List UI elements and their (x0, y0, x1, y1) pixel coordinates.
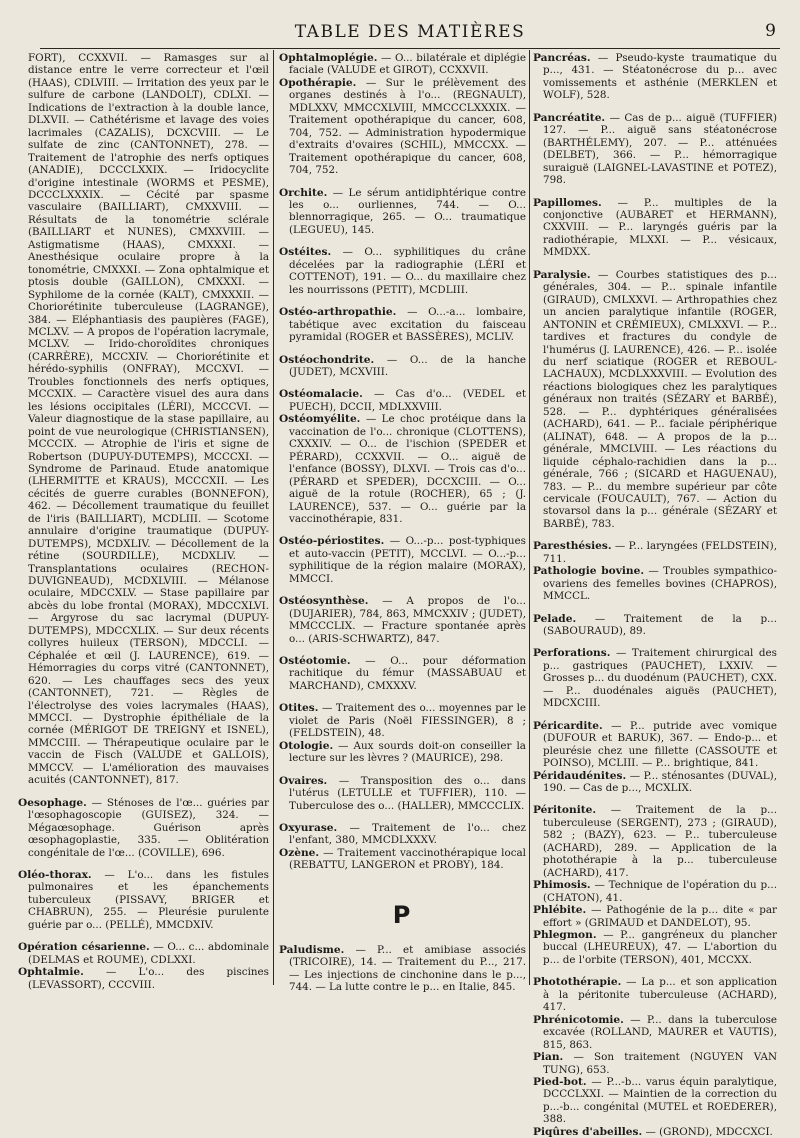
index-term: Ozène. (279, 846, 320, 859)
index-entry (533, 1014, 777, 1051)
index-term: Ostéites. (279, 246, 332, 259)
index-entry-text: — Traitement de l'o... chez l'enfant, 380, MMCDLXXXV. (289, 822, 526, 847)
index-entry (18, 941, 269, 966)
index-term: Phlébite. (533, 904, 587, 917)
index-entry-text: — O...-p... post-typhiques et auto-vaccin (PETIT), MCCLVI. — O...-p... syphilitique de la région malaire (MORAX), MMCCI. (289, 535, 526, 585)
column-divider (529, 50, 530, 985)
index-entry-text: — O... syphilitiques du crâne décelées par la radiographie (LÉRI et COTTENOT), 191. — O... du maxillaire chez les nourrissons (PETIT), MCDLIII. (289, 246, 526, 296)
index-entry-text: — Cas de p... aiguë (TUFFIER) 127. — P... aiguë sans stéatonécrose (BARTHÉLEMY), 207. — P... atténuées (DELBET), 366. — P... hémorragique suraiguë (LAIGNEL-LAVASTINE et POTEZ), 798. (543, 111, 777, 187)
index-entry (279, 847, 526, 872)
index-entry-text: — P...-b... varus équin paralytique, DCCCLXXI. — Maintien de la correction du p...-b... congénital (MUTEL et ROEDERER), 388. (543, 1075, 777, 1126)
index-entry (18, 52, 269, 787)
index-entry (533, 52, 777, 102)
index-entry-text: — P... et amibiase associés (TRICOIRE), 14. — Traitement du P..., 217. — Les injections de cinchonine dans le p..., 744. — La lutte contre le p... en Italie, 845. (289, 944, 526, 994)
index-term: Oxyurase. (279, 822, 338, 835)
section-letter: P (392, 900, 413, 929)
page-number: 9 (765, 21, 776, 41)
index-entry-text: — L'o... des piscines (LEVASSORT), CCCVIII. (28, 966, 269, 991)
index-entry-text: — Cas d'o... (VEDEL et PUECH), DCCII, MDLXXVIII. (289, 388, 526, 413)
index-entry (533, 1076, 777, 1126)
index-term: Ostéomalacie. (279, 388, 363, 401)
index-entry-text: — O...-a... lombaire, tabétique avec excitation du faisceau pyramidal (ROGER et BASSÈRES), MCLIV. (289, 306, 526, 344)
index-entry (533, 112, 777, 187)
index-entry (279, 655, 526, 692)
index-entry-text: — (GROND), MDCCXCI. (645, 1125, 773, 1138)
index-term: Pancréatite. (533, 111, 606, 124)
index-entry-text: — P... laryngées (FELDSTEIN), 711. (543, 540, 777, 565)
index-entry-text: — P... gangréneux du plancher buccal (LHEUREUX), 47. — L'abortion du p... de l'orbite (TERSON), 401, MCCXX. (543, 929, 777, 966)
index-term: Ostéosynthèse. (279, 595, 369, 608)
column-divider (273, 50, 274, 985)
index-entry-text: — Troubles sympathico-ovariens des femelles bovines (CHAPROS), MMCCL. (543, 565, 777, 603)
index-entry-text: — L'o... dans les fistules pulmonaires et les épanchements tuberculeux (PISSAVY, BRIGER et CHABRUN), 255. — Pleurésie purulente guérie par o... (PELLÉ), MMCDXIV. (28, 869, 269, 931)
index-entry (279, 52, 526, 77)
index-entry-text: — P... sténosantes (DUVAL), 190. — Cas de p..., MCXLIX. (543, 769, 778, 795)
index-entry-text: — O... pour déformation rachitique du fémur (MASSABUAU et MARCHAND), CMXXXV. (289, 655, 526, 692)
index-entry-text: — Traitement chirurgical des p... gastriques (PAUCHET), LXXIV. — Grosses p... du duodénum (PAUCHET), CXX. — P... duodénales aiguës (PAUCHET), MDCXCIII. (543, 647, 777, 710)
index-entry (279, 413, 526, 525)
index-entry-text: — Son traitement (NGUYEN VAN TUNG), 653. (543, 1051, 778, 1076)
index-entry (279, 354, 526, 379)
index-entry (533, 1051, 777, 1076)
index-entry-text: — P... multiples de la conjonctive (AUBARET et HERMANN), CXXVIII. — P... laryngés guéris par la radiothérapie, MLXXI. — P... vésicaux, MMDXX. (543, 196, 777, 259)
index-term: Paludisme. (279, 944, 345, 956)
index-entry (279, 246, 526, 296)
index-entry (279, 595, 526, 645)
index-entry (279, 306, 526, 343)
index-term: Otites. (279, 702, 319, 715)
index-term: Paralysie. (533, 268, 591, 281)
index-entry (533, 804, 777, 879)
index-entry-text: — Sur le prélèvement des organes destinés à l'o... (REGNAULT), MDLXXV, MMCCXLVIII, MMCCCLXXXIX. — Traitement opothérapique du cancer, 608, 704, 752. — Administration hypodermique d'extraits d'ovaires (SCHIL), MMCCXX. — Traitement opothérapique du cancer, 608, 704, 752. (289, 76, 526, 177)
index-entry-text: — Aux sourds doit-on conseiller la lecture sur les lèvres ? (MAURICE), 298. (289, 739, 526, 765)
index-term: Papillomes. (533, 196, 602, 209)
index-entry (533, 565, 777, 602)
index-entry-text: FORT), CCXXVII. — Ramasges sur al distance entre le verre correcteur et l'œil (HAAS), CDLVIII. — Irritation des yeux par le sulfure de carbone (LANDOLT), CDLXI. — Indications de l'extraction à la double lance, DLXVII. — Cathétérisme et lavage des voies lacrimales (CAZALIS), DCXCVIII. — Le sulfate de zinc (CANTONNET), 278. — Traitement de l'atrophie des nerfs optiques (ANADIE), DCCCLXXIX. — Iridocyclite d'origine intestinale (WORMS et PESME), DCCCLXXXIX. — Cécité par spasme vasculaire (BAILLIART), CMXXVIII. — Résultats de la tonométrie sclérale (BAILLIART et NUNES), CMXXVIII. — Astigmatisme (HAAS), CMXXXI. — Anesthésique oculaire propre à la tonométrie, CMXXXI. — Zona ophtalmique et ptosis double (GAILLON), CMXXXI. — Syphilome de la cornée (KALT), CMXXXII. — Choriorétinite tuberculeuse (LAGRANGE), 384. — Eléphantiasis des paupières (FAGE), MCLXV. — A propos de l'opération lacrymale, MCLXV. — Irido-choroïdites chroniques (CARRÈRE), MCCXIV. — Choriorétinite et hérédo-syphilis (ONFRAY), MCCXVI. — Troubles fonctionnels des nerfs optiques, MCCXIX. — Caractère visuel des aura dans les lésions occipitales (LÉRI), MCCCVI. — Valeur diagnostique de la stase papillaire, au point de vue neurologique (CHRISTIANSEN), MCCCIX. — Atrophie de l'iris et signe de Robertson (DUPUY-DUTEMPS), MCCCXI. — Syndrome de Parinaud. Etude anatomique (LHERMITTE et KRAUS), MCCCXII. — Les cécités de guerre curables (BONNEFON), 462. — Décollement traumatique du feuillet de l'iris (BAILLIART), MCDLIII. — Scotome annulaire d'origine traumatique (DUPUY-DUTEMPS), MCDXLIV. — Décollement de la rétine (SOURDILLE), MCDXLIV. — Transplantations oculaires (RECHON-DUVIGNEAUD), MCDXLVIII. — Mélanose oculaire, MDCCXLV. — Stase papillaire par abcès du lobe frontal (MORAX), MDCCXLVI. — Argyrose du sac lacrymal (DUPUY-DUTEMPS), MDCCXLIX. — Sur deux récents collyres huileux (TERSON), MDCCLI. — Céphalée et œil (J. LAURENCE), 619. — Hémorragies du corps vitré (CANTONNET), 620. — Les chauffages secs des yeux (CANTONNET), 721. — Règles de l'électrolyse des voies lacrymales (HAAS), MMCCI. — Dystrophie épithéliale de la cornée (MÉRIGOT DE TREIGNY et ISNEL), MMCCIII. — Thérapeutique oculaire par le vaccin de Fisch (VALUDE et GALLOIS), MMCCV. — L'amélioration des mauvaises acuités (CANTONNET), 817. (28, 52, 269, 787)
index-entry-text: — A propos de l'o... (DUJARIER), 784, 863, MMCXXIV ; (JUDET), MMCCCLIX. — Fracture spontanée après o... (ARIS-SCHWARTZ), 847. (289, 595, 526, 645)
index-term: Orchite. (279, 186, 328, 199)
index-term: Phimosis. (533, 879, 591, 892)
index-entry (279, 775, 526, 812)
index-term: Ostéo-périostites. (279, 535, 385, 548)
index-entry-text: — P... dans la tuberculose excavée (ROLLAND, MAURER et VAUTIS), 815, 863. (543, 1013, 777, 1051)
index-term: Pancréas. (533, 52, 591, 64)
index-column-1 (18, 52, 269, 1057)
index-entry-text: — Traitement des o... moyennes par le violet de Paris (Noël FIESSINGER), 8 ; (FELDSTEIN), 48. (289, 702, 526, 740)
index-entry (279, 944, 526, 994)
index-entry (279, 822, 526, 847)
index-term: Oléo-thorax. (18, 869, 92, 881)
index-entry-text: — Traitement vaccinothérapique local (REBATTU, LANGERON et PROBY), 184. (289, 846, 526, 872)
index-term: Ostéotomie. (279, 655, 351, 668)
index-term: Paresthésies. (533, 540, 612, 553)
index-term: Phrénicotomie. (533, 1013, 624, 1026)
index-term: Opération césarienne. (18, 941, 150, 954)
index-column-2 (279, 52, 526, 1057)
index-entry (279, 187, 526, 237)
index-term: Péritonite. (533, 804, 597, 817)
index-term: Ovaires. (279, 774, 328, 787)
index-entry-text: — La p... et son application à la péritonite tuberculeuse (ACHARD), 417. (543, 976, 777, 1014)
index-entry (279, 388, 526, 413)
index-term: Perforations. (533, 647, 611, 660)
index-entry-text: — Le choc protéique dans la vaccination de l'o... chronique (CLOTTENS), CXXXIV. — O... de l'ischion (SPEDER et PÉRARD), CCXXVII. — O... aiguë de l'enfance (BOSSY), DLXVI. — Trois cas d'o... (PÉRARD et SPEDER), DCCXCIII. — O... aiguë de la rotule (ROCHER), 65 ; (J. LAURENCE), 537. — O... guérie par la vaccinothérapie, 831. (289, 413, 526, 525)
index-entry (533, 904, 777, 929)
index-term: Péridaudénites. (533, 769, 627, 782)
index-entry (533, 1126, 777, 1138)
index-entry-text: — Le sérum antidiphtérique contre les o... ourliennes, 744. — O... blennorragique, 265. — O... traumatique (LEGUEU), 145. (289, 186, 526, 236)
index-entry-text: — O... bilatérale et diplégie faciale (VALUDE et GIROT), CCXXVII. (289, 52, 526, 77)
index-term: Péricardite. (533, 719, 603, 732)
index-entry (18, 797, 269, 859)
index-term: Pian. (533, 1051, 564, 1064)
index-term: Otologie. (279, 739, 334, 752)
index-entry (279, 77, 526, 177)
index-term: Pelade. (533, 612, 577, 625)
index-entry (533, 197, 777, 259)
index-term: Piqûres d'abeilles. (533, 1125, 643, 1138)
index-entry (533, 770, 777, 795)
index-entry (533, 879, 777, 904)
index-entry (279, 740, 526, 765)
index-entry (279, 535, 526, 585)
index-term: Ostéo-arthropathie. (279, 306, 397, 319)
index-entry (533, 976, 777, 1013)
index-entry-text: — Transposition des o... dans l'utérus (LETULLE et TUFFIER), 110. — Tuberculose des o... (HALLER), MMCCCLIX. (289, 774, 526, 812)
index-entry (279, 702, 526, 739)
index-entry-text: — Pathogénie de la p... dite « par effort » (GRIMAUD et DANDELOT), 95. (543, 904, 777, 929)
running-title: TABLE DES MATIÈRES (294, 22, 526, 42)
index-entry (533, 720, 777, 770)
index-entry (533, 269, 777, 531)
index-term: Phlegmon. (533, 929, 597, 941)
index-entry-text: — Technique de l'opération du p... (CHATON), 41. (543, 879, 777, 904)
index-term: Ophtalmie. (18, 966, 84, 979)
index-column-3 (533, 52, 778, 1138)
index-entry (533, 613, 777, 638)
index-term: Ostéochondrite. (279, 353, 375, 366)
index-entry-text: — Traitement de la p... tuberculeuse (SERGENT), 273 ; (GIRAUD), 582 ; (BAZY), 623. — P... tuberculeuse (ACHARD), 289. — Application de la photothérapie à la p... tuberculeuse (ACHARD), 417. (543, 804, 777, 879)
index-term: Ostéomyélite. (279, 413, 361, 426)
index-term: Photothérapie. (533, 976, 622, 989)
index-entry (533, 540, 777, 565)
index-entry (18, 966, 269, 991)
index-entry (18, 869, 269, 931)
index-entry-text: — Courbes statistiques des p... générales, 304. — P... spinale infantile (GIRAUD), CMLXXVI. — Arthropathies chez un ancien paralytique infantile (ROGER, ANTONIN et CRÉMIEUX), CMLXXVI. — P... tardives et fractures du condyle de l'humérus (J. LAURENCE), 426. — P... isolée du nerf sciatique (ROGER et REBOUL-LACHAUX), MCDLXXXVIII. — Evolution des réactions biologiques chez les paralytiques généraux non traités (SÉZARY et BARBÉ), 528. — P... dyphtériques généralisées (ACHARD), 641. — P... faciale périphérique (ALINAT), 648. — A propos de la p... générale, MMCLVIII. — Les réactions du liquide céphalo-rachidien dans la p... générale, 766 ; (SICARD et HAGUENAU), 783. — P... du membre supérieur par côte cervicale (FOUCAULT), 767. — Action du stovarsol dans la p... générale (SÉZARY et BARBÉ), 783. (543, 268, 777, 530)
index-entry (533, 647, 777, 709)
index-entry-text: — Sténoses de l'œ... guéries par l'œsophagoscopie (GUISEZ), 324. — Mégaœsophage. Guérison après œsophagoplastie, 335. — Oblitération congénitale de l'œ... (COVILLE), 696. (28, 796, 269, 859)
index-entry-text: — P... putride avec vomique (DUFOUR et BARUK), 367. — Endo-p... et pleurésie chez une fillette (CASSOUTE et POINSO), MCLIII. — P... brightique, 841. (543, 719, 777, 770)
index-entry (533, 929, 777, 966)
index-entry-text: — O... c... abdominale (DELMAS et ROUME), CDLXXI. (28, 941, 269, 966)
index-term: Opothérapie. (279, 76, 357, 89)
index-term: Pathologie bovine. (533, 565, 645, 578)
index-entry-text: — Traitement de la p... (SABOURAUD), 89. (543, 612, 778, 638)
index-entry-text: — Pseudo-kyste traumatique du p..., 431. — Stéatonécrose du p... avec vomissements et asthénie (MERKLEN et WOLF), 528. (543, 52, 777, 102)
index-term: Oesophage. (18, 796, 87, 809)
index-entry-text: — O... de la hanche (JUDET), MCXVIII. (289, 353, 526, 378)
page-header (40, 12, 780, 49)
index-term: Pied-bot. (533, 1075, 587, 1088)
index-term: Ophtalmoplégie. (279, 52, 378, 64)
